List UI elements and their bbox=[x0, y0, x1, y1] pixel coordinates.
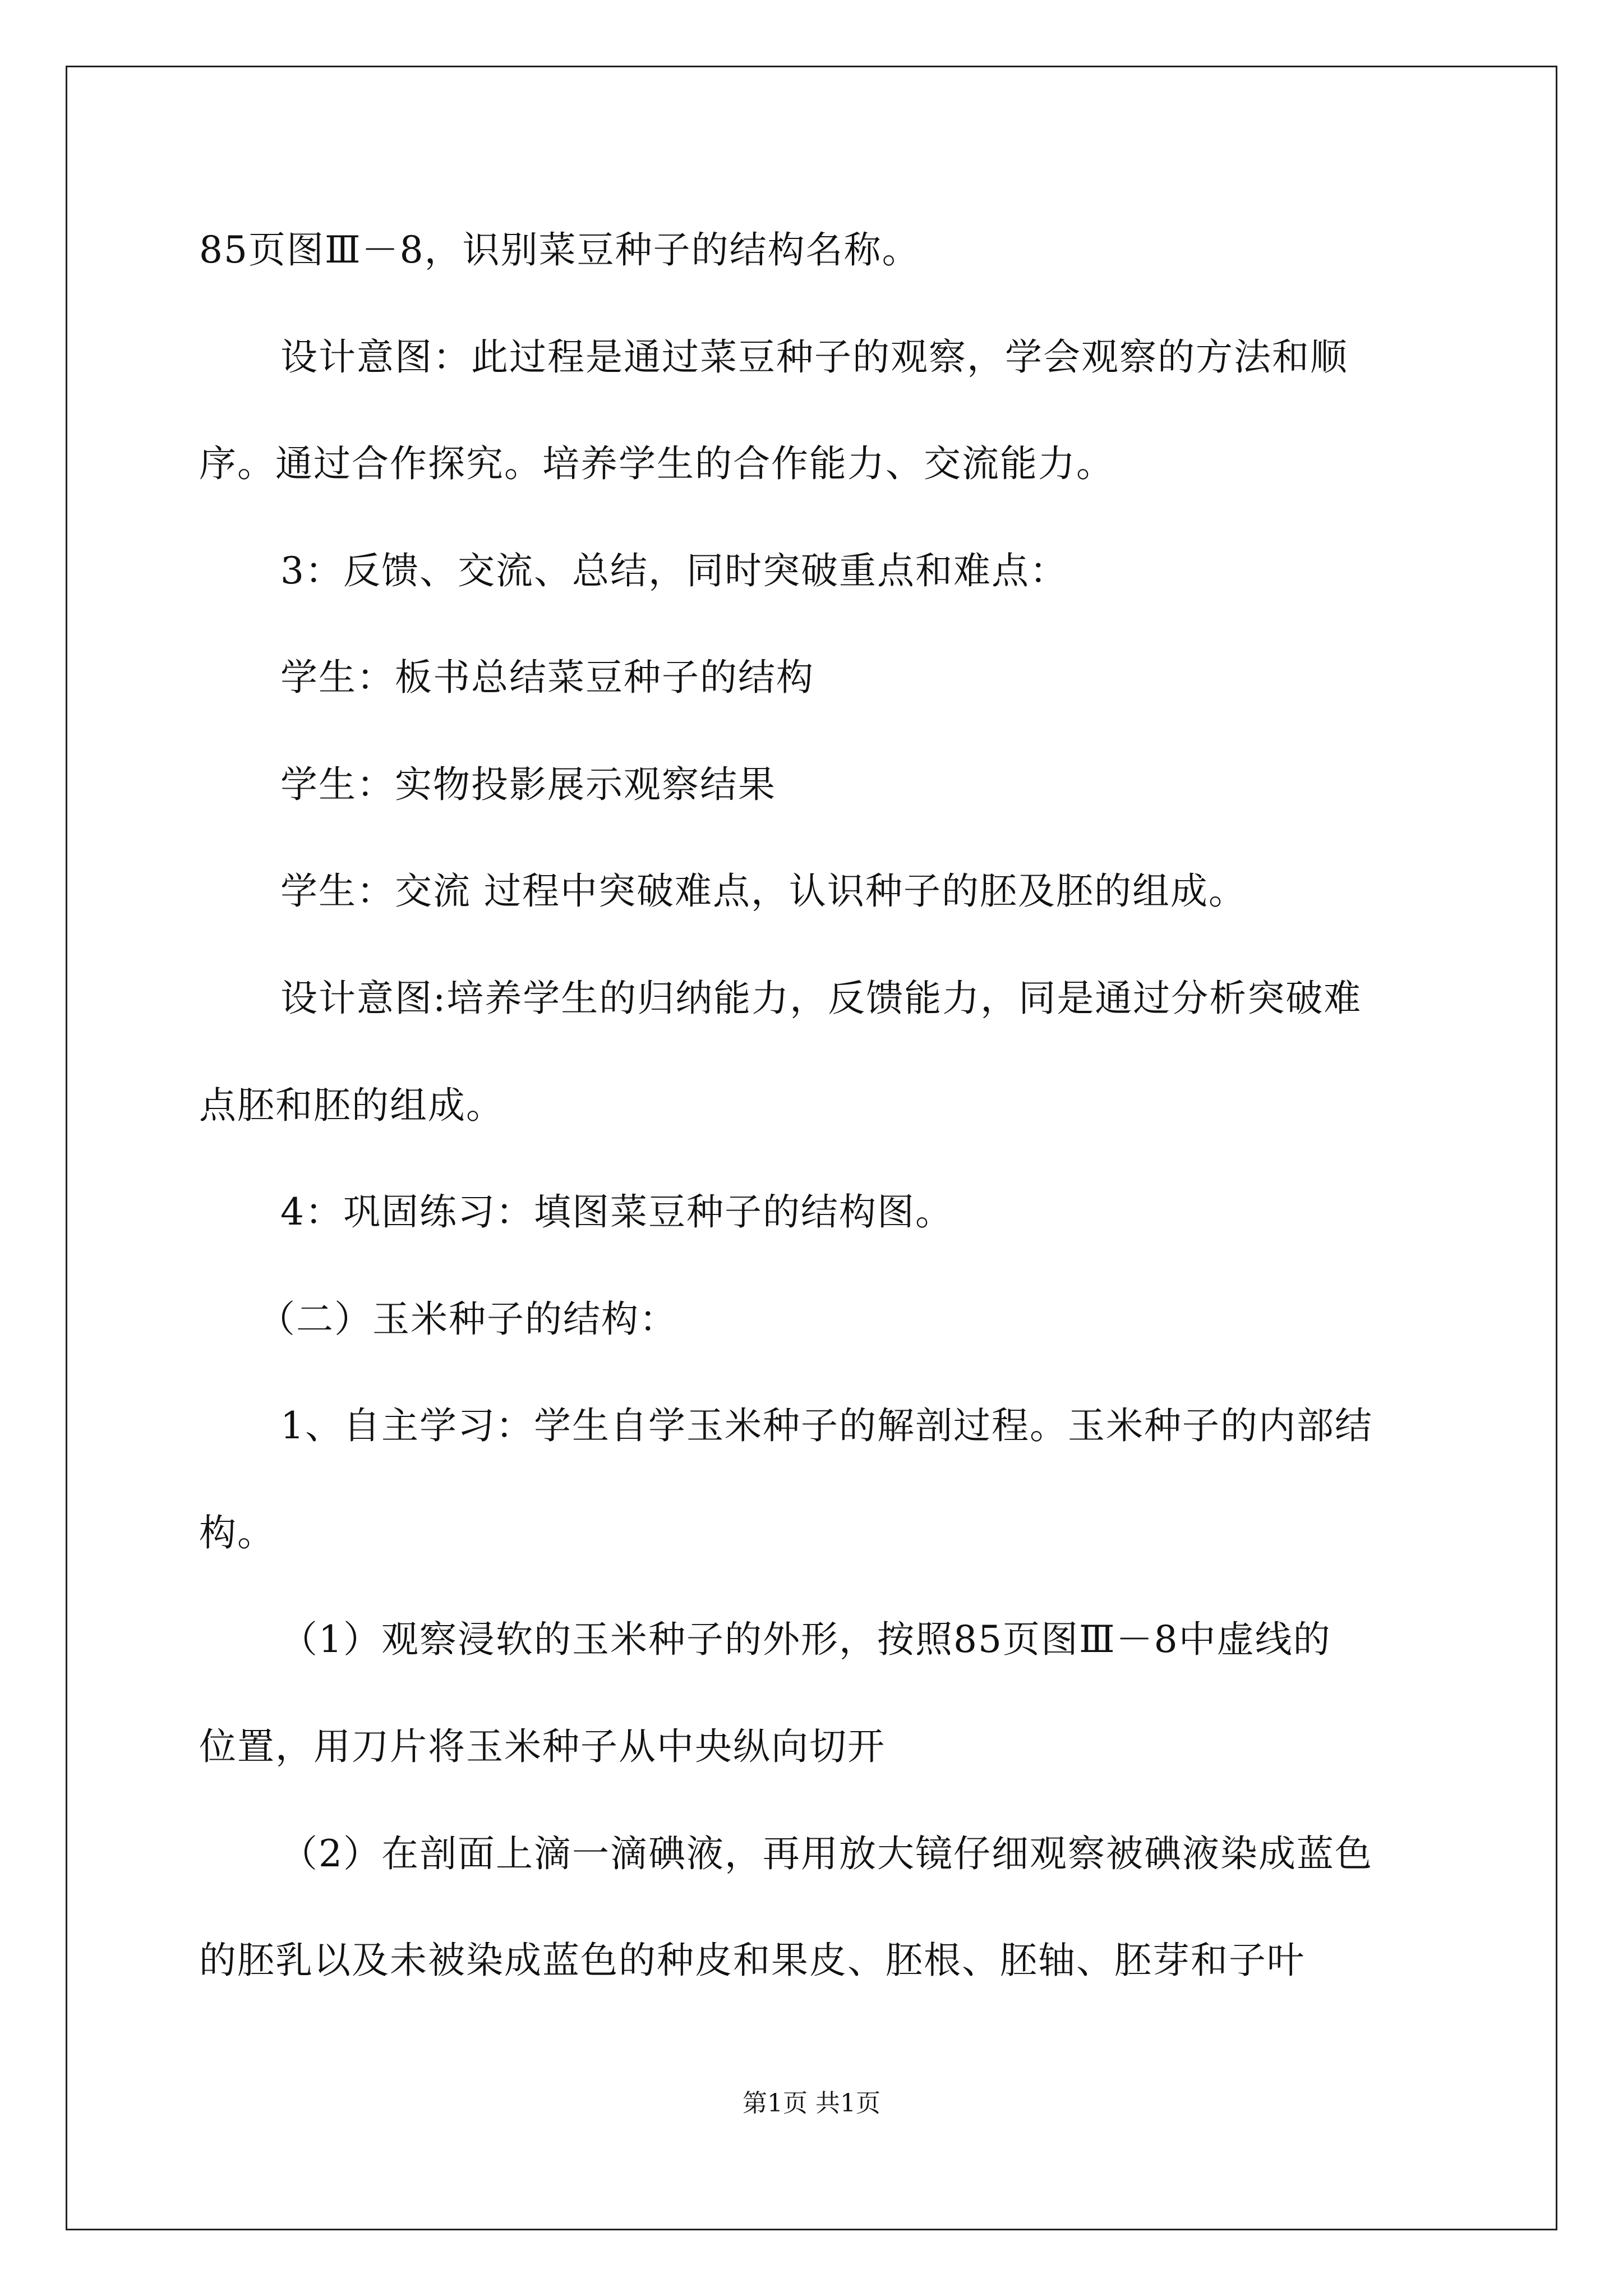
text-line: 学生：板书总结菜豆种子的结构 bbox=[280, 656, 814, 699]
text-line: 学生：交流 过程中突破难点，认识种子的胚及胚的组成。 bbox=[280, 869, 1247, 913]
text-line: 构。 bbox=[199, 1511, 275, 1554]
text-line: 序。通过合作探究。培养学生的合作能力、交流能力。 bbox=[199, 442, 1114, 485]
text-line: 的胚乳以及未被染成蓝色的种皮和果皮、胚根、胚轴、胚芽和子叶 bbox=[199, 1939, 1305, 1982]
text-line: 1、自主学习：学生自学玉米种子的解剖过程。玉米种子的内部结 bbox=[280, 1404, 1373, 1447]
text-line: 设计意图：此过程是通过菜豆种子的观察，学会观察的方法和顺 bbox=[280, 335, 1348, 379]
text-line: 85页图Ⅲ－8，识别菜豆种子的结构名称。 bbox=[199, 228, 920, 272]
text-line: 3：反馈、交流、总结，同时突破重点和难点： bbox=[280, 549, 1068, 592]
text-line: 设计意图:培养学生的归纳能力，反馈能力，同是通过分析突破难 bbox=[280, 977, 1362, 1020]
page-footer: 第1页 共1页 bbox=[743, 2089, 880, 2118]
text-line: 学生：实物投影展示观察结果 bbox=[280, 763, 776, 806]
text-line: 点胚和胚的组成。 bbox=[199, 1084, 504, 1127]
text-line: 4：巩固练习：填图菜豆种子的结构图。 bbox=[280, 1190, 953, 1234]
text-line: （二）玉米种子的结构： bbox=[258, 1297, 677, 1341]
text-line: （1）观察浸软的玉米种子的外形，按照85页图Ⅲ－8中虚线的 bbox=[280, 1618, 1331, 1661]
text-line: 位置，用刀片将玉米种子从中央纵向切开 bbox=[199, 1725, 886, 1768]
page-border bbox=[66, 66, 1557, 2230]
text-line: （2）在剖面上滴一滴碘液，再用放大镜仔细观察被碘液染成蓝色 bbox=[280, 1832, 1373, 1875]
